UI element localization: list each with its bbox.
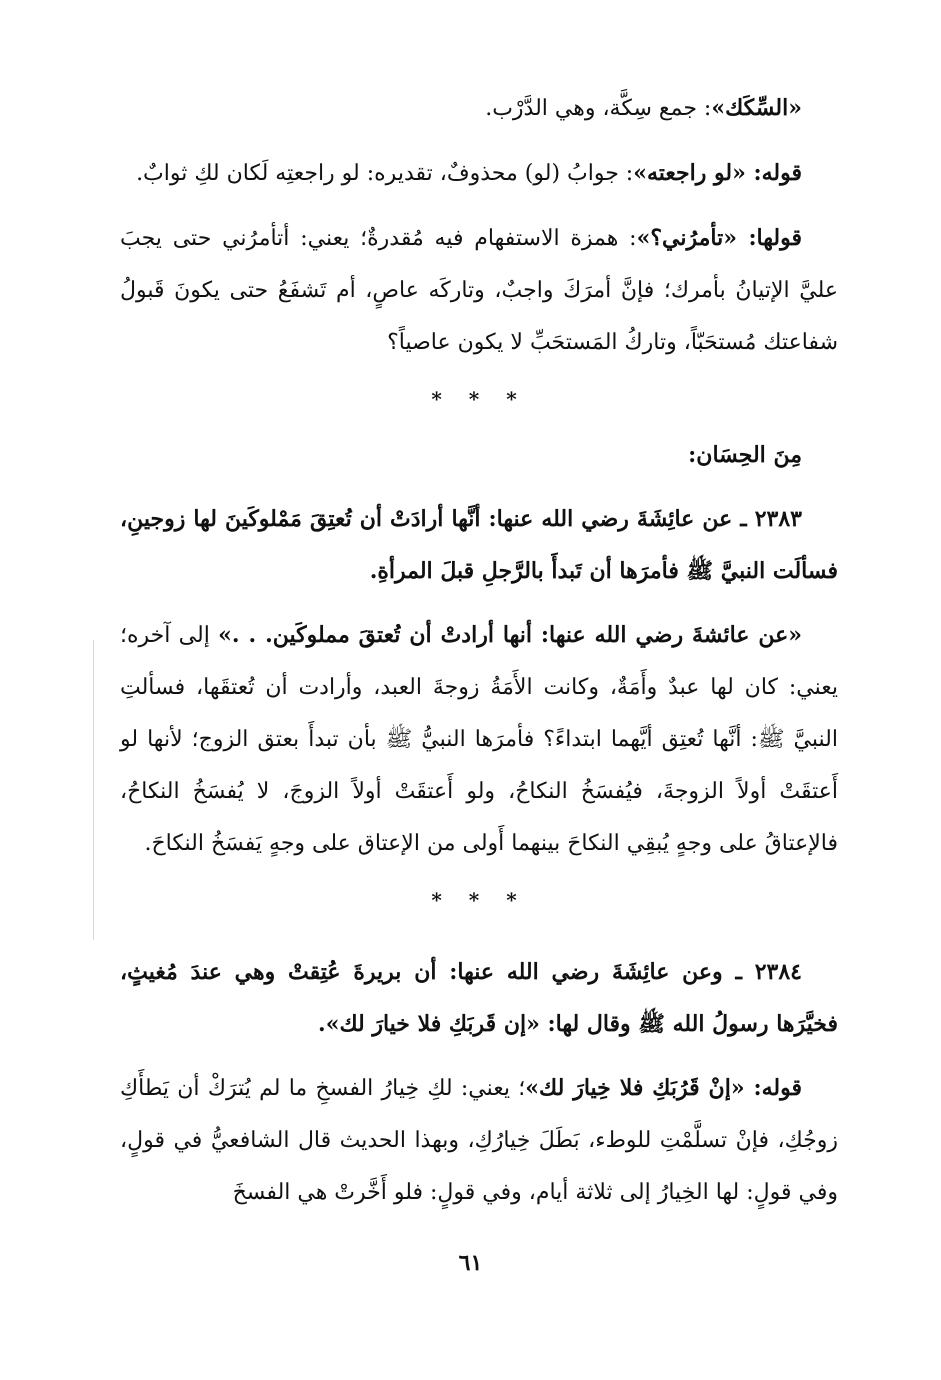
paragraph-text: : جوابُ (لو) محذوفٌ، تقديره: لو راجعتِه لَكان لكِ ثوابٌ. — [136, 161, 634, 186]
paragraph-lead: قوله: «إنْ قَرُبَكِ فلا خِيارَ لك» — [525, 1075, 803, 1101]
scan-margin-line — [93, 640, 94, 940]
paragraph-text: : همزة الاستفهام فيه مُقدرةٌ؛ يعني: أتأمرُني حتى يجبَ عليَّ الإتيانُ بأمرك؛ فإنَّ أمرَكَ واجبٌ، وتاركَه عاصٍ، أم تَشفَعُ حتى يكونَ قَبولُ شفاعتك مُستحَبّاً، وتاركُ المَستحَبِّ لا يكون عاصياً؟ — [120, 226, 838, 355]
paragraph-commentary-2383 — [120, 609, 838, 870]
paragraph-sikak — [120, 82, 838, 135]
paragraph-text: إلى آخره؛ يعني: كان لها عبدٌ وأَمَةٌ، وكانت الأَمَةُ زوجةَ العبد، وأرادت أن تُعتقَها، فسألتِ النبيَّ ﷺ: أنَّها تُعتِق أيَّهما ابتداءً؟ فأمرَها النبيُّ ﷺ بأن تبدأَ بعتق الزوج؛ لأنها لو أَعتقَتْ أولاً الزوجةَ، فيُفسَخُ النكاحُ، ولو أَعتقَتْ أولاً الزوجَ، لا يُفسَخُ النكاحُ، فالإعتاقُ على وجهٍ يُبقِي النكاحَ بينهما أَولى من الإعتاق على وجهٍ يَفسَخُ النكاحَ. — [120, 623, 838, 856]
paragraph-law-rajatih — [120, 147, 838, 200]
page-body — [120, 82, 838, 1219]
hadith-2384: ٢٣٨٤ ـ وعن عائِشَةَ رضي الله عنها: أن بريرةَ عُتِقتْ وهي عندَ مُغيثٍ، فخيَّرَها رسولُ الله ﷺ وقال لها: «إن قَربَكِ فلا خيارَ لك». — [120, 959, 838, 1037]
paragraph-text: : جمع سِكَّة، وهي الدَّرْب. — [485, 96, 712, 121]
section-separator: * * * — [431, 888, 527, 912]
page-number: ٦١ — [458, 1250, 483, 1276]
paragraph-lead: قولها: «تأمرُني؟» — [636, 225, 802, 251]
paragraph-lead: «السِّكَك» — [711, 95, 802, 121]
section-separator: * * * — [431, 387, 527, 411]
paragraph-commentary-2384 — [120, 1062, 838, 1219]
paragraph-text: ؛ يعني: لكِ خِيارُ الفسخِ ما لم يُترَكْ أن يَطأَكِ زوجُكِ، فإنْ تسلَّمْتِ للوطء، بَطَلَ خِيارُكِ، وبهذا الحديث قال الشافعيُّ في قولٍ، وفي قولٍ: لها الخِيارُ إلى ثلاثة أيام، وفي قولٍ: فلو أَخَّرتْ هي الفسخَ — [120, 1076, 838, 1205]
paragraph-lead: قوله: «لو راجعته» — [633, 160, 802, 186]
paragraph-lead: «عن عائشةَ رضي الله عنها: أنها أرادتْ أن تُعتقَ مملوكَين. . .» — [218, 622, 802, 648]
paragraph-tamuruni — [120, 212, 838, 369]
hadith-2383: ٢٣٨٣ ـ عن عائِشَةَ رضي الله عنها: أنَّها أرادَتْ أن تُعتِقَ مَمْلوكَينَ لها زوجينِ، فسألَت النبيَّ ﷺ فأمرَها أن تَبدأَ بالرَّجلِ قبلَ المرأةِ. — [120, 506, 838, 584]
section-heading: مِنَ الحِسَان: — [688, 442, 802, 468]
